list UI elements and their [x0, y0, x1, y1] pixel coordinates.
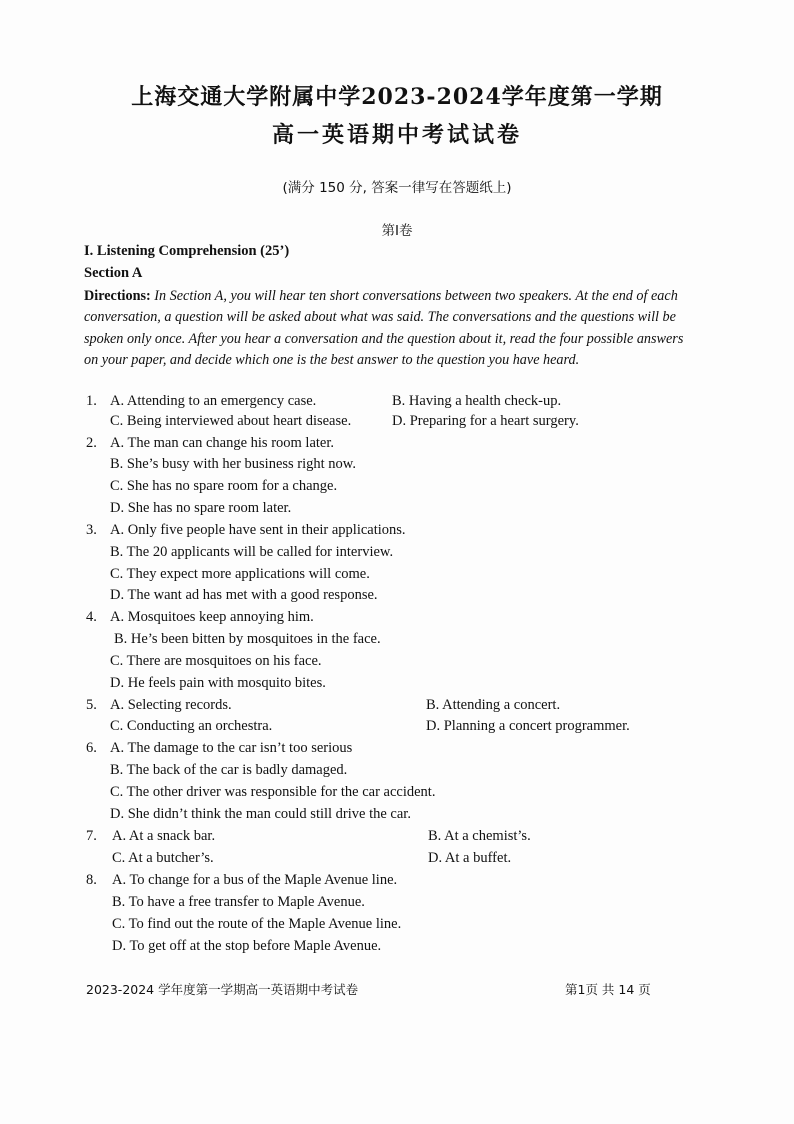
section-subheading: Section A [84, 265, 143, 281]
option-c: C. To find out the route of the Maple Avenue line. [112, 916, 402, 932]
score-note: (满分 150 分, 答案一律写在答题纸上) [282, 180, 512, 196]
exam-title-line2: 高一英语期中考试试卷 [271, 122, 522, 148]
option-c: C. Being interviewed about heart disease. [110, 413, 352, 429]
option-a: A. Attending to an emergency case. [110, 393, 317, 409]
option-d: D. Preparing for a heart surgery. [392, 413, 579, 429]
option-d: D. The want ad has met with a good response. [110, 587, 378, 603]
option-a: A. Selecting records. [110, 697, 232, 713]
directions [84, 286, 684, 372]
option-b: B. To have a free transfer to Maple Avenue. [112, 894, 365, 910]
option-b: B. The back of the car is badly damaged. [110, 762, 348, 778]
option-a: A. Mosquitoes keep annoying him. [110, 609, 314, 625]
option-d: D. She has no spare room later. [110, 500, 292, 516]
option-d: D. At a buffet. [428, 850, 512, 866]
footer-exam-name: 2023-2024 学年度第一学期高一英语期中考试卷 [86, 982, 359, 997]
option-a: A. At a snack bar. [112, 828, 216, 844]
option-d: D. He feels pain with mosquito bites. [110, 675, 326, 691]
volume-label: 第I卷 [381, 223, 413, 239]
option-d: D. She didn’t think the man could still drive the car. [110, 806, 411, 822]
option-c: C. Conducting an orchestra. [110, 718, 273, 734]
option-b: B. Attending a concert. [426, 697, 561, 713]
question-number: 1. [86, 393, 97, 409]
option-a: A. To change for a bus of the Maple Avenue line. [112, 872, 398, 888]
option-c: C. They expect more applications will come. [110, 566, 370, 582]
directions-text: In Section A, you will hear ten short conversations between two speakers. At the end of each conversation, a question will be asked about what was said. The conversations and the questions will be spoken only once. After you hear a conversation and the question about it, read the four possible answers on your paper, and decide which one is the best answer to the question you have heard. [84, 288, 684, 369]
question-number: 6. [86, 740, 97, 756]
question-number: 3. [86, 522, 97, 538]
option-b: B. Having a health check-up. [392, 393, 562, 409]
option-a: A. The damage to the car isn’t too serious [110, 740, 353, 756]
question-number: 2. [86, 435, 97, 451]
section-heading: I. Listening Comprehension (25’) [84, 243, 290, 259]
option-b: B. At a chemist’s. [428, 828, 531, 844]
question-number: 7. [86, 828, 97, 844]
option-a: A. The man can change his room later. [110, 435, 335, 451]
question-number: 4. [86, 609, 97, 625]
option-b: B. She’s busy with her business right now. [110, 456, 356, 472]
option-b: B. The 20 applicants will be called for interview. [110, 544, 394, 560]
exam-title-line1: 上海交通大学附属中学2023-2024学年度第一学期 [131, 84, 663, 110]
footer-page-number: 第1页 共 14 页 [565, 982, 651, 997]
option-c: C. There are mosquitoes on his face. [110, 653, 322, 669]
question-number: 5. [86, 697, 97, 713]
option-c: C. She has no spare room for a change. [110, 478, 338, 494]
directions-label: Directions: [84, 288, 151, 304]
option-c: C. The other driver was responsible for the car accident. [110, 784, 436, 800]
option-a: A. Only five people have sent in their applications. [110, 522, 406, 538]
option-d: D. Planning a concert programmer. [426, 718, 630, 734]
option-d: D. To get off at the stop before Maple Avenue. [112, 938, 382, 954]
option-b: B. He’s been bitten by mosquitoes in the face. [114, 631, 381, 647]
question-number: 8. [86, 872, 97, 888]
option-c: C. At a butcher’s. [112, 850, 214, 866]
